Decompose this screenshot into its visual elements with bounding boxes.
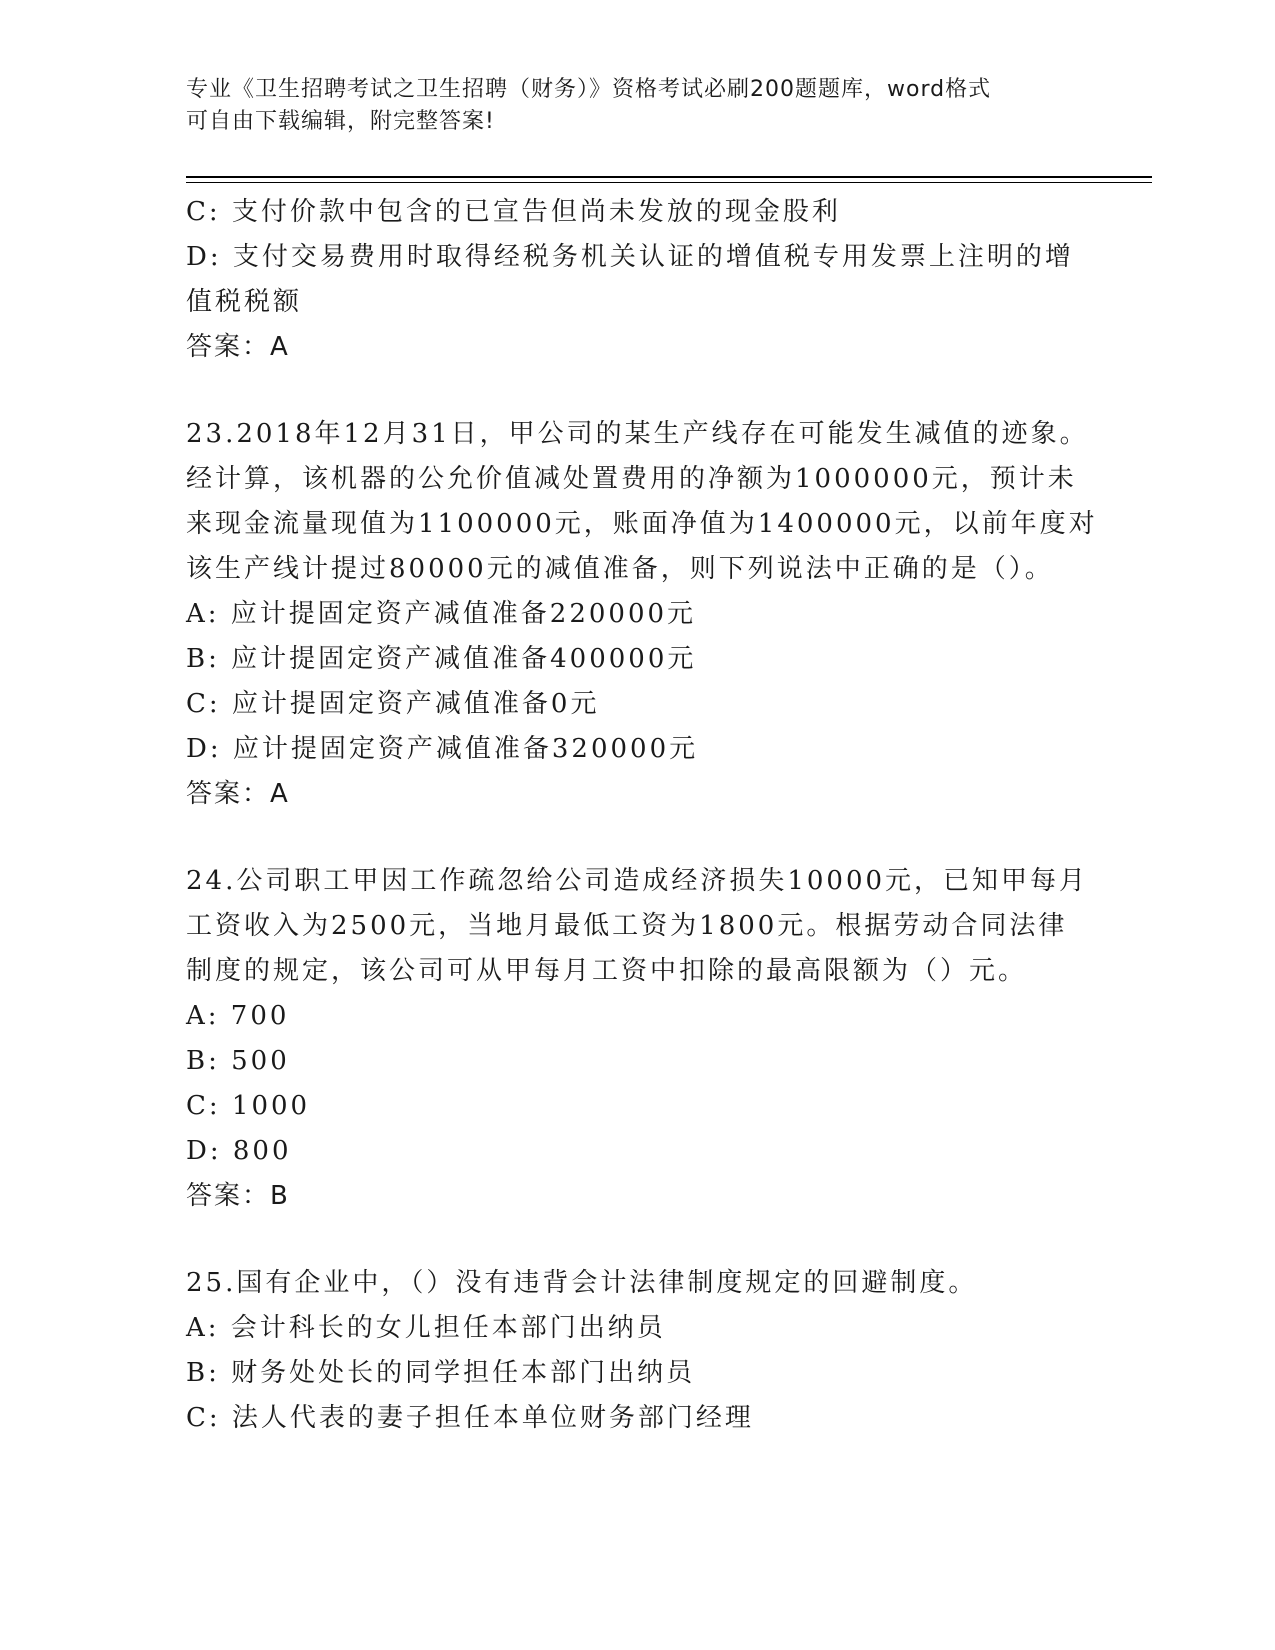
option-c: C: 应计提固定资产减值准备0元: [186, 689, 600, 719]
page-header: [186, 74, 1086, 138]
option-a: A: 应计提固定资产减值准备220000元: [186, 599, 697, 629]
header-divider-thin: [186, 182, 1152, 183]
question-stem: 经计算，该机器的公允价值减处置费用的净额为1000000元，预计未: [186, 464, 1077, 494]
option-c: C: 法人代表的妻子担任本单位财务部门经理: [186, 1403, 754, 1433]
spacer: [186, 1219, 1066, 1261]
header-line-1: 专业《卫生招聘考试之卫生招聘（财务）》资格考试必刷200题题库，word格式: [186, 77, 992, 102]
question-stem: 来现金流量现值为1100000元，账面净值为1400000元，以前年度对: [186, 509, 1098, 539]
header-line-2: 可自由下载编辑，附完整答案!: [186, 109, 495, 134]
option-a: A: 700: [186, 1001, 290, 1031]
option-c: C: 支付价款中包含的已宣告但尚未发放的现金股利: [186, 197, 841, 227]
question-stem: 24.公司职工甲因工作疏忽给公司造成经济损失10000元，已知甲每月: [186, 866, 1089, 896]
question-25: [186, 1261, 1066, 1441]
option-d-continued: 值税税额: [186, 287, 303, 317]
answer: 答案：A: [186, 332, 290, 362]
option-d: D: 应计提固定资产减值准备320000元: [186, 734, 699, 764]
spacer: [186, 370, 1066, 412]
question-stem: 该生产线计提过80000元的减值准备，则下列说法中正确的是（）。: [186, 554, 1054, 584]
option-d: D: 800: [186, 1136, 292, 1166]
option-a: A: 会计科长的女儿担任本部门出纳员: [186, 1313, 666, 1343]
option-b: B: 财务处处长的同学担任本部门出纳员: [186, 1358, 696, 1388]
question-23: [186, 412, 1098, 817]
question-stem: 工资收入为2500元，当地月最低工资为1800元。根据劳动合同法律: [186, 911, 1068, 941]
option-d: D: 支付交易费用时取得经税务机关认证的增值税专用发票上注明的增: [186, 242, 1074, 272]
spacer: [186, 817, 1066, 859]
option-b: B: 500: [186, 1046, 290, 1076]
question-stem: 25.国有企业中，（）没有违背会计法律制度规定的回避制度。: [186, 1268, 978, 1298]
question-stem: 23.2018年12月31日，甲公司的某生产线存在可能发生减值的迹象。: [186, 419, 1089, 449]
option-b: B: 应计提固定资产减值准备400000元: [186, 644, 697, 674]
answer: 答案：A: [186, 779, 290, 809]
answer: 答案：B: [186, 1181, 290, 1211]
question-content: [186, 190, 1098, 1441]
question-24: [186, 859, 1089, 1219]
option-c: C: 1000: [186, 1091, 311, 1121]
question-stem: 制度的规定，该公司可从甲每月工资中扣除的最高限额为（）元。: [186, 956, 1028, 986]
header-divider-thick: [186, 176, 1152, 178]
question-22-tail: [186, 190, 1074, 370]
